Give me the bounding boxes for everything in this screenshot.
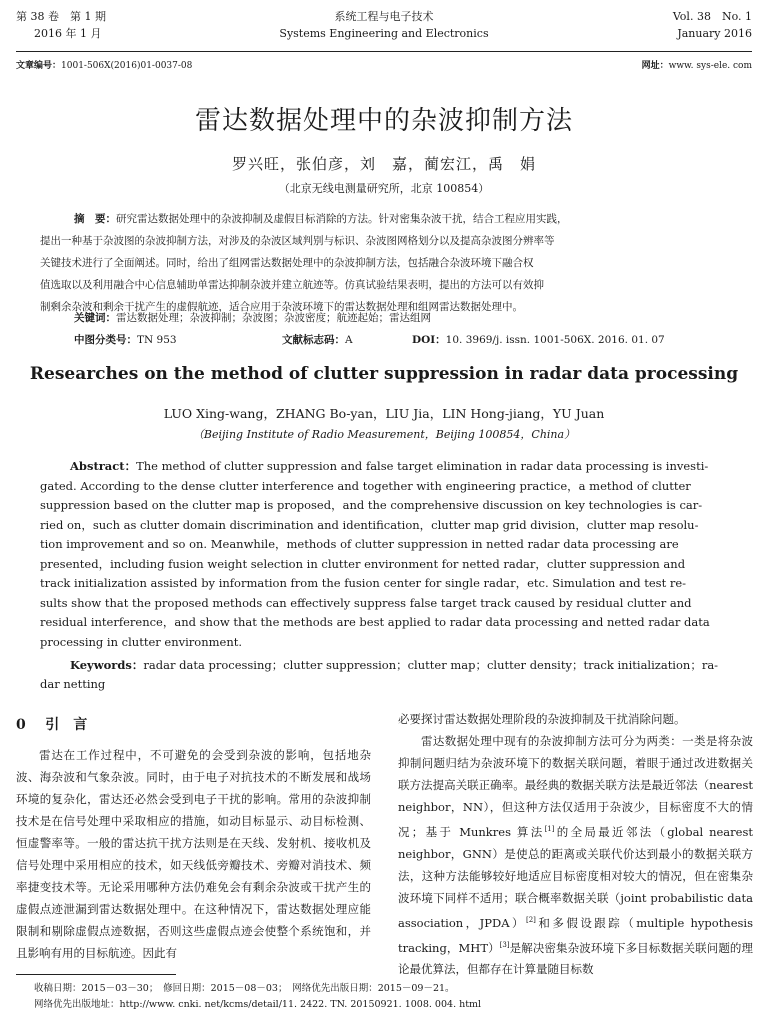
abstract-en-line: processing in clutter environment. xyxy=(40,634,243,649)
abstract-cn-line: 提出一种基于杂波图的杂波抑制方法，对涉及的杂波区域判别与标识、杂波图网格划分以及提高杂波图分辨率等 xyxy=(40,235,555,247)
keywords-cn xyxy=(74,310,734,325)
classification-info xyxy=(74,332,734,347)
url-label: 网址： xyxy=(641,61,669,71)
header-divider xyxy=(16,51,752,52)
abstract-cn-line: 值选取以及利用融合中心信息辅助单雷达抑制杂波并建立航迹等。仿真试验结果表明，提出的方法可以有效抑 xyxy=(40,279,544,291)
clc-number: TN 953 xyxy=(137,334,177,346)
doc-code-label: 文献标志码： xyxy=(282,334,345,346)
citation-3[interactable]: [3] xyxy=(499,940,510,949)
abstract-en-line: tion improvement and so on. Meanwhile，methods of clutter suppression in netted radar data processing are xyxy=(40,537,679,551)
header-center xyxy=(16,8,752,42)
journal-name-cn: 系统工程与电子技术 xyxy=(334,10,434,23)
keywords-cn-text: 雷达数据处理；杂波抑制；杂波图；杂波密度；航迹起始；雷达组网 xyxy=(116,312,431,324)
abstract-cn-line: 研究雷达数据处理中的杂波抑制及虚假目标消除的方法。针对密集杂波干扰，结合工程应用实践， xyxy=(116,213,568,225)
abstract-en-line: sults show that the proposed methods can effectively suppress false target track caused by residual clutter and xyxy=(40,595,692,610)
section-title: 引 言 xyxy=(45,717,88,733)
left-column xyxy=(16,744,371,964)
footnote-divider xyxy=(16,974,176,975)
running-header xyxy=(16,8,752,44)
date-en: January 2016 xyxy=(677,27,752,40)
footnote-dates: 收稿日期：2015－03－30； 修回日期：2015－08－03； 网络优先出版日期：2015－09－21。 xyxy=(34,983,455,994)
abstract-en-line: suppression based on the clutter map is proposed，and the comprehensive discussion on key technologies is car- xyxy=(40,498,703,512)
doi-label: DOI： xyxy=(412,334,446,346)
abstract-cn-label: 摘 要： xyxy=(74,213,116,225)
abstract-en-line: presented，including fusion weight selection in clutter environment for netted radar，clutter suppression and xyxy=(40,556,686,571)
paper-title-cn: 雷达数据处理中的杂波抑制方法 xyxy=(194,106,573,136)
abstract-cn-line: 关键技术进行了全面阐述。同时，给出了组网雷达数据处理中的杂波抑制方法，包括融合杂波环境下融合权 xyxy=(40,257,534,269)
abstract-en-label: Abstract： xyxy=(70,459,137,473)
abstract-en-line: The method of clutter suppression and false target elimination in radar data processing is investi- xyxy=(136,459,709,473)
journal-name-en: Systems Engineering and Electronics xyxy=(279,27,489,40)
authors-cn: 罗兴旺，张伯彦，刘 嘉，蔺宏江，禹 娟 xyxy=(231,155,536,173)
authors-en: LUO Xing-wang，ZHANG Bo-yan，LIU Jia，LIN Hong-jiang，YU Juan xyxy=(163,406,605,421)
citation-2[interactable]: [2] xyxy=(525,915,536,924)
doi: 10. 3969/j. issn. 1001-506X. 2016. 01. 07 xyxy=(445,334,665,346)
continued-line: 必要探讨雷达数据处理阶段的杂波抑制及干扰消除问题。 xyxy=(398,712,686,726)
volume-en: Vol. 38 No. 1 xyxy=(672,10,752,23)
journal-url[interactable]: www. sys-ele. com xyxy=(668,61,752,71)
article-number-label: 文章编号： xyxy=(16,61,62,71)
right-column xyxy=(398,708,753,980)
date-cn: 2016 年 1 月 xyxy=(34,27,102,40)
abstract-cn-line: 制剩余杂波和剩余干扰产生的虚假航迹，适合应用于杂波环境下的雷达数据处理和组网雷达数据处理中。 xyxy=(40,301,523,313)
volume-cn: 第 38 卷 第 1 期 xyxy=(16,10,106,23)
footnote-online-url[interactable]: 网络优先出版地址：http://www. cnki. net/kcms/detail/11. 2422. TN. 20150921. 1008. 004. html xyxy=(34,999,482,1010)
abstract-en xyxy=(40,457,730,652)
keywords-en-text: radar data processing；clutter suppression；clutter map；clutter density；track initialization；ra-dar netting xyxy=(40,658,719,691)
keywords-en xyxy=(40,656,730,694)
affiliation-en: （Beijing Institute of Radio Measurement，Beijing 100854，China） xyxy=(192,428,576,441)
intro-paragraph-2: 雷达数据处理中现有的杂波抑制方法可分为两类：一类是将杂波抑制问题归结为杂波环境下的数据关联问题，着眼于通过改进数据关联方法提高关联正确率。最经典的数据关联方法是最近邻法（nearest neighbor，NN），但这种方法仅适用于杂波少，目标密度不大的情况；基于 Munkres 算法[1]的全局最近邻法（global nearest neighbor，GNN）是使总的距离或关联代价达到最小的数据关联方法，这种方法能够较好地适应目标密度相对较大的情况，但在密集杂波环境下同样不适用；联合概率数据关联（joint probabilistic data association，JPDA）[2]和多假设跟踪（multiple hypothesis tracking，MHT）[3]是解决密集杂波环境下多目标数据关联问题的理论最优算法，但都存在计算量随目标数 xyxy=(398,734,754,977)
intro-paragraph: 雷达在工作过程中，不可避免的会受到杂波的影响，包括地杂波、海杂波和气象杂波。同时，由于电子对抗技术的不断发展和战场环境的复杂化，雷达还必然会受到电子干扰的影响。常用的杂波抑制技术是在信号处理中采取相应的措施，如动目标显示、动目标检测、恒虚警率等。一般的雷达抗干扰方法则是在天线、发射机、接收机及信号处理中采用相应的技术，如天线低旁瓣技术、旁瓣对消技术、频率捷变技术等。无论采用哪种方法仍难免会有剩余杂波或干扰产生的虚假点迹泄漏到雷达数据处理中。在这种情况下，雷达数据处理应能限制和剔除虚假点迹数据，否则这些虚假点迹会使整个系统饱和，并且影响有用的目标航迹。因此有 xyxy=(16,748,371,960)
header-right xyxy=(673,8,752,42)
article-meta xyxy=(16,58,752,71)
abstract-en-line: ried on，such as clutter domain discrimination and identification，clutter map grid division，clutter map resolu- xyxy=(40,517,699,532)
abstract-en-line: gated. According to the dense clutter interference and together with engineering practice，a method of clutter xyxy=(40,478,691,493)
abstract-en-line: residual interference，and show that the methods are best applied to radar data processing and netted radar data xyxy=(40,615,710,629)
keywords-cn-label: 关键词： xyxy=(74,312,116,324)
clc-label: 中图分类号： xyxy=(74,334,137,346)
paper-title-en: Researches on the method of clutter suppression in radar data processing xyxy=(29,364,739,384)
section-heading xyxy=(16,714,87,734)
abstract-en-line: track initialization assisted by information from the fusion center for single radar，etc. Simulation and test re- xyxy=(40,576,687,590)
article-number: 1001-506X(2016)01-0037-08 xyxy=(61,61,193,71)
citation-1[interactable]: [1] xyxy=(544,825,555,833)
abstract-cn xyxy=(40,208,728,318)
doc-code: A xyxy=(345,334,353,346)
affiliation-cn: （北京无线电测量研究所，北京 100854） xyxy=(278,182,490,195)
section-number: 0 xyxy=(16,717,26,733)
keywords-en-label: Keywords： xyxy=(70,658,144,672)
